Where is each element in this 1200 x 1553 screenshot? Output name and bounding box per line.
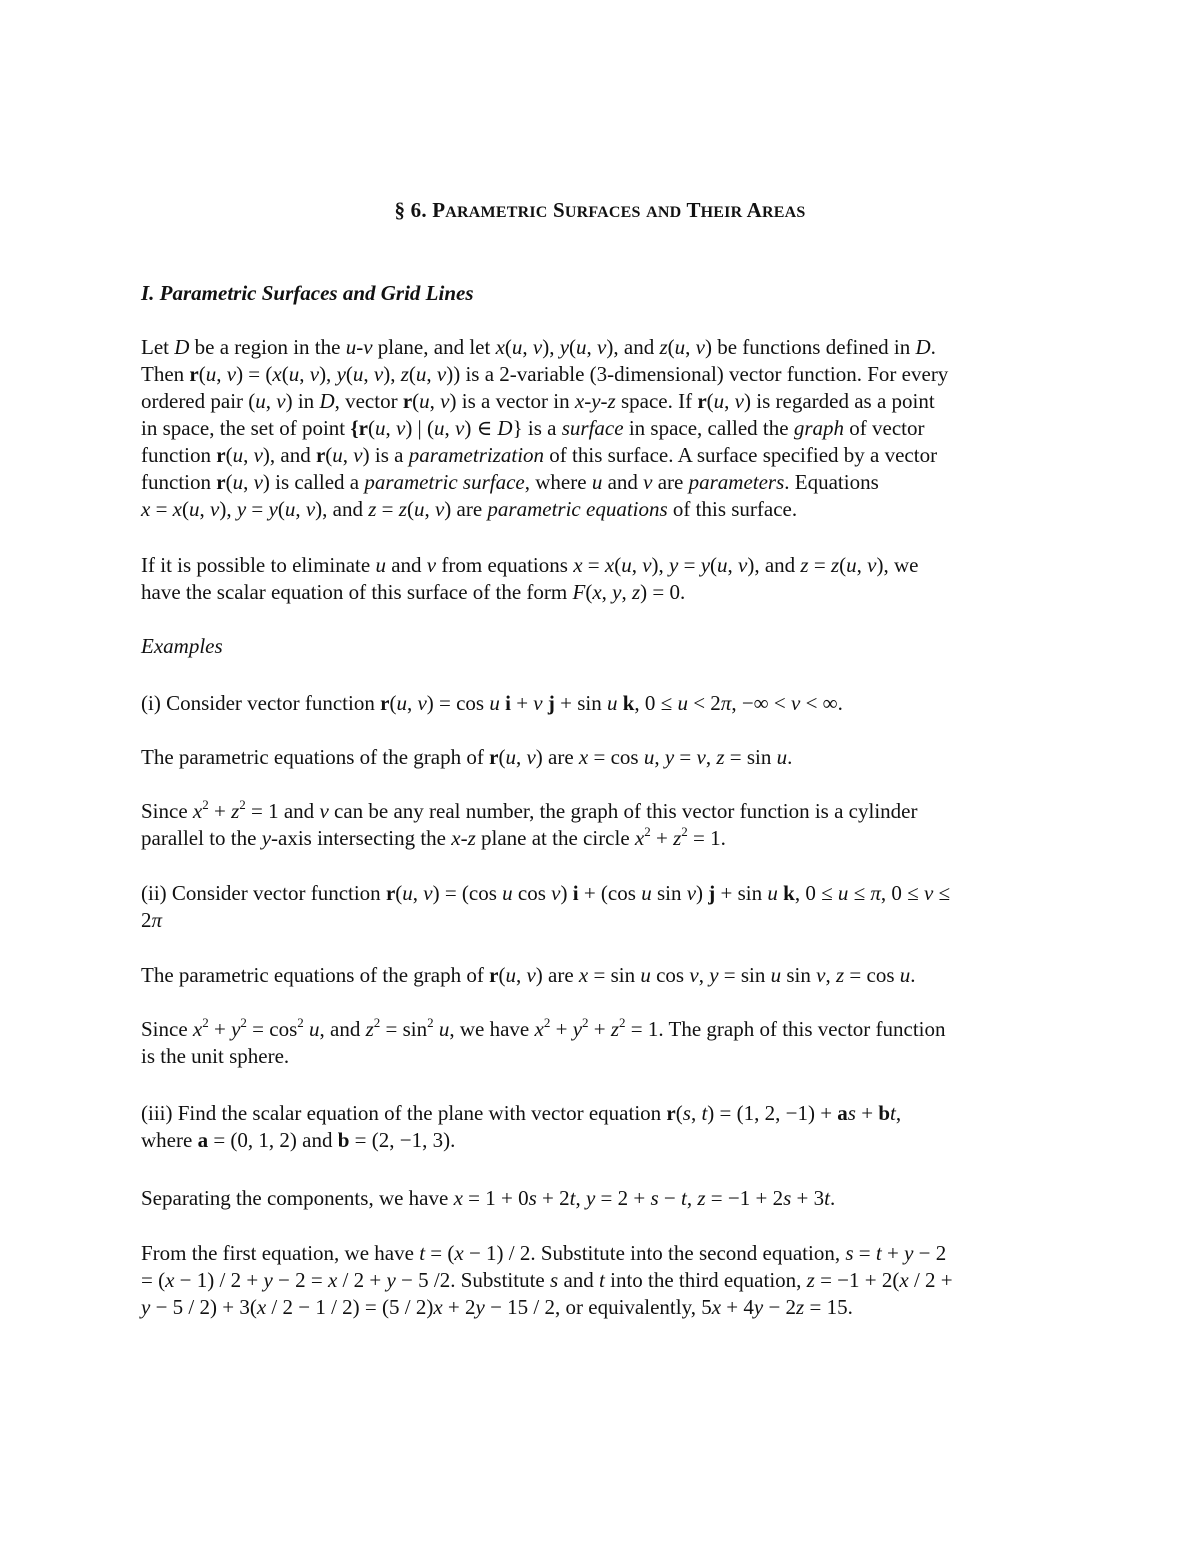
text-line: parallel to the y-axis intersecting the x-z plane at the circle $x^2 + z^2 = 1$. xyxy=(141,824,726,850)
text-line: From the first equation, we have t = (x − 1) / 2. Substitute into the second equation, s = t + y − 2 xyxy=(141,1241,947,1265)
title-word: SURFACES xyxy=(552,198,641,222)
text-line: (iii) Find the scalar equation of the plane with vector equation r(s, t) = (1, 2, −1) + as + bt, xyxy=(141,1101,902,1125)
text-line: (i) Consider vector function r(u, v) = cos u i + v j + sin u k, 0 ≤ u < 2π, −∞ < v < ∞. xyxy=(141,691,843,715)
text-line: The parametric equations of the graph of r(u, v) are x = sin u cos v, y = sin u sin v, z = cos u. xyxy=(141,963,916,987)
text-line: The parametric equations of the graph of r(u, v) are x = cos u, y = v, z = sin u. xyxy=(141,745,793,769)
subsection-heading: I. Parametric Surfaces and Grid Lines xyxy=(141,281,474,305)
paragraph xyxy=(141,1185,1061,1212)
text-line: where a = (0, 1, 2) and b = (2, −1, 3). xyxy=(141,1128,456,1152)
text-line: y − 5 / 2) + 3(x / 2 − 1 / 2) = (5 / 2)x + 2y − 15 / 2, or equivalently, 5x + 4y − 2z = 15. xyxy=(141,1295,853,1319)
text-line: x = x(u, v), y = y(u, v), and z = z(u, v) are parametric equations of this surface. xyxy=(141,497,798,521)
paragraph xyxy=(141,552,1061,606)
text-line: Then r(u, v) = (x(u, v), y(u, v), z(u, v)) is a 2-variable (3-dimensional) vector function. For every xyxy=(141,362,949,386)
paragraph xyxy=(141,1240,1061,1321)
text-line: (ii) Consider vector function r(u, v) = (cos u cos v) i + (cos u sin v) j + sin u k, 0 ≤ u ≤ π, 0 ≤ v ≤ xyxy=(141,881,951,905)
title-word: THEIR xyxy=(686,198,743,222)
text-line: function r(u, v), and r(u, v) is a parametrization of this surface. A surface specified by a vector xyxy=(141,443,938,467)
paragraph xyxy=(141,962,1061,989)
text-line: function r(u, v) is called a parametric surface, where u and v are parameters. Equations xyxy=(141,470,879,494)
section-title xyxy=(0,198,1200,223)
paragraph xyxy=(141,798,1061,852)
title-word: AND xyxy=(646,204,682,221)
title-word: PARAMETRIC xyxy=(432,198,548,222)
title-word: AREAS xyxy=(746,198,806,222)
paragraph xyxy=(141,1016,1061,1070)
text-line: have the scalar equation of this surface of the form F(x, y, z) = 0. xyxy=(141,580,686,604)
text-line: Since $x^2 + z^2 = 1$ and v can be any real number, the graph of this vector function is a cylinder xyxy=(141,797,918,823)
paragraph xyxy=(141,1100,1061,1154)
text-line: Since $x^2 + y^2 = \cos^2 u$, and $z^2 = \sin^2 u$, we have $x^2 + y^2 + z^2 = 1$. The graph of this vector function xyxy=(141,1015,946,1041)
paragraph xyxy=(141,690,1061,717)
paragraph xyxy=(141,880,1061,934)
text-line: is the unit sphere. xyxy=(141,1044,290,1068)
text-line: in space, the set of point {r(u, v) | (u, v) ∈ D} is a surface in space, called the graph of vector xyxy=(141,416,925,440)
examples-label: Examples xyxy=(141,634,223,658)
section-number: § 6. xyxy=(394,198,433,222)
paragraph xyxy=(141,744,1061,771)
text-line: = (x − 1) / 2 + y − 2 = x / 2 + y − 5 /2. Substitute s and t into the third equation, z = −1 + 2(x / 2 + xyxy=(141,1268,953,1292)
paragraph xyxy=(141,334,1061,523)
text-line: 2π xyxy=(141,908,163,932)
text-line: If it is possible to eliminate u and v from equations x = x(u, v), y = y(u, v), and z = z(u, v), we xyxy=(141,553,919,577)
text-line: Let D be a region in the u-v plane, and let x(u, v), y(u, v), and z(u, v) be functions defined in D. xyxy=(141,335,936,359)
text-line: ordered pair (u, v) in D, vector r(u, v) is a vector in x-y-z space. If r(u, v) is regarded as a point xyxy=(141,389,935,413)
text-line: Separating the components, we have x = 1 + 0s + 2t, y = 2 + s − t, z = −1 + 2s + 3t. xyxy=(141,1186,836,1210)
